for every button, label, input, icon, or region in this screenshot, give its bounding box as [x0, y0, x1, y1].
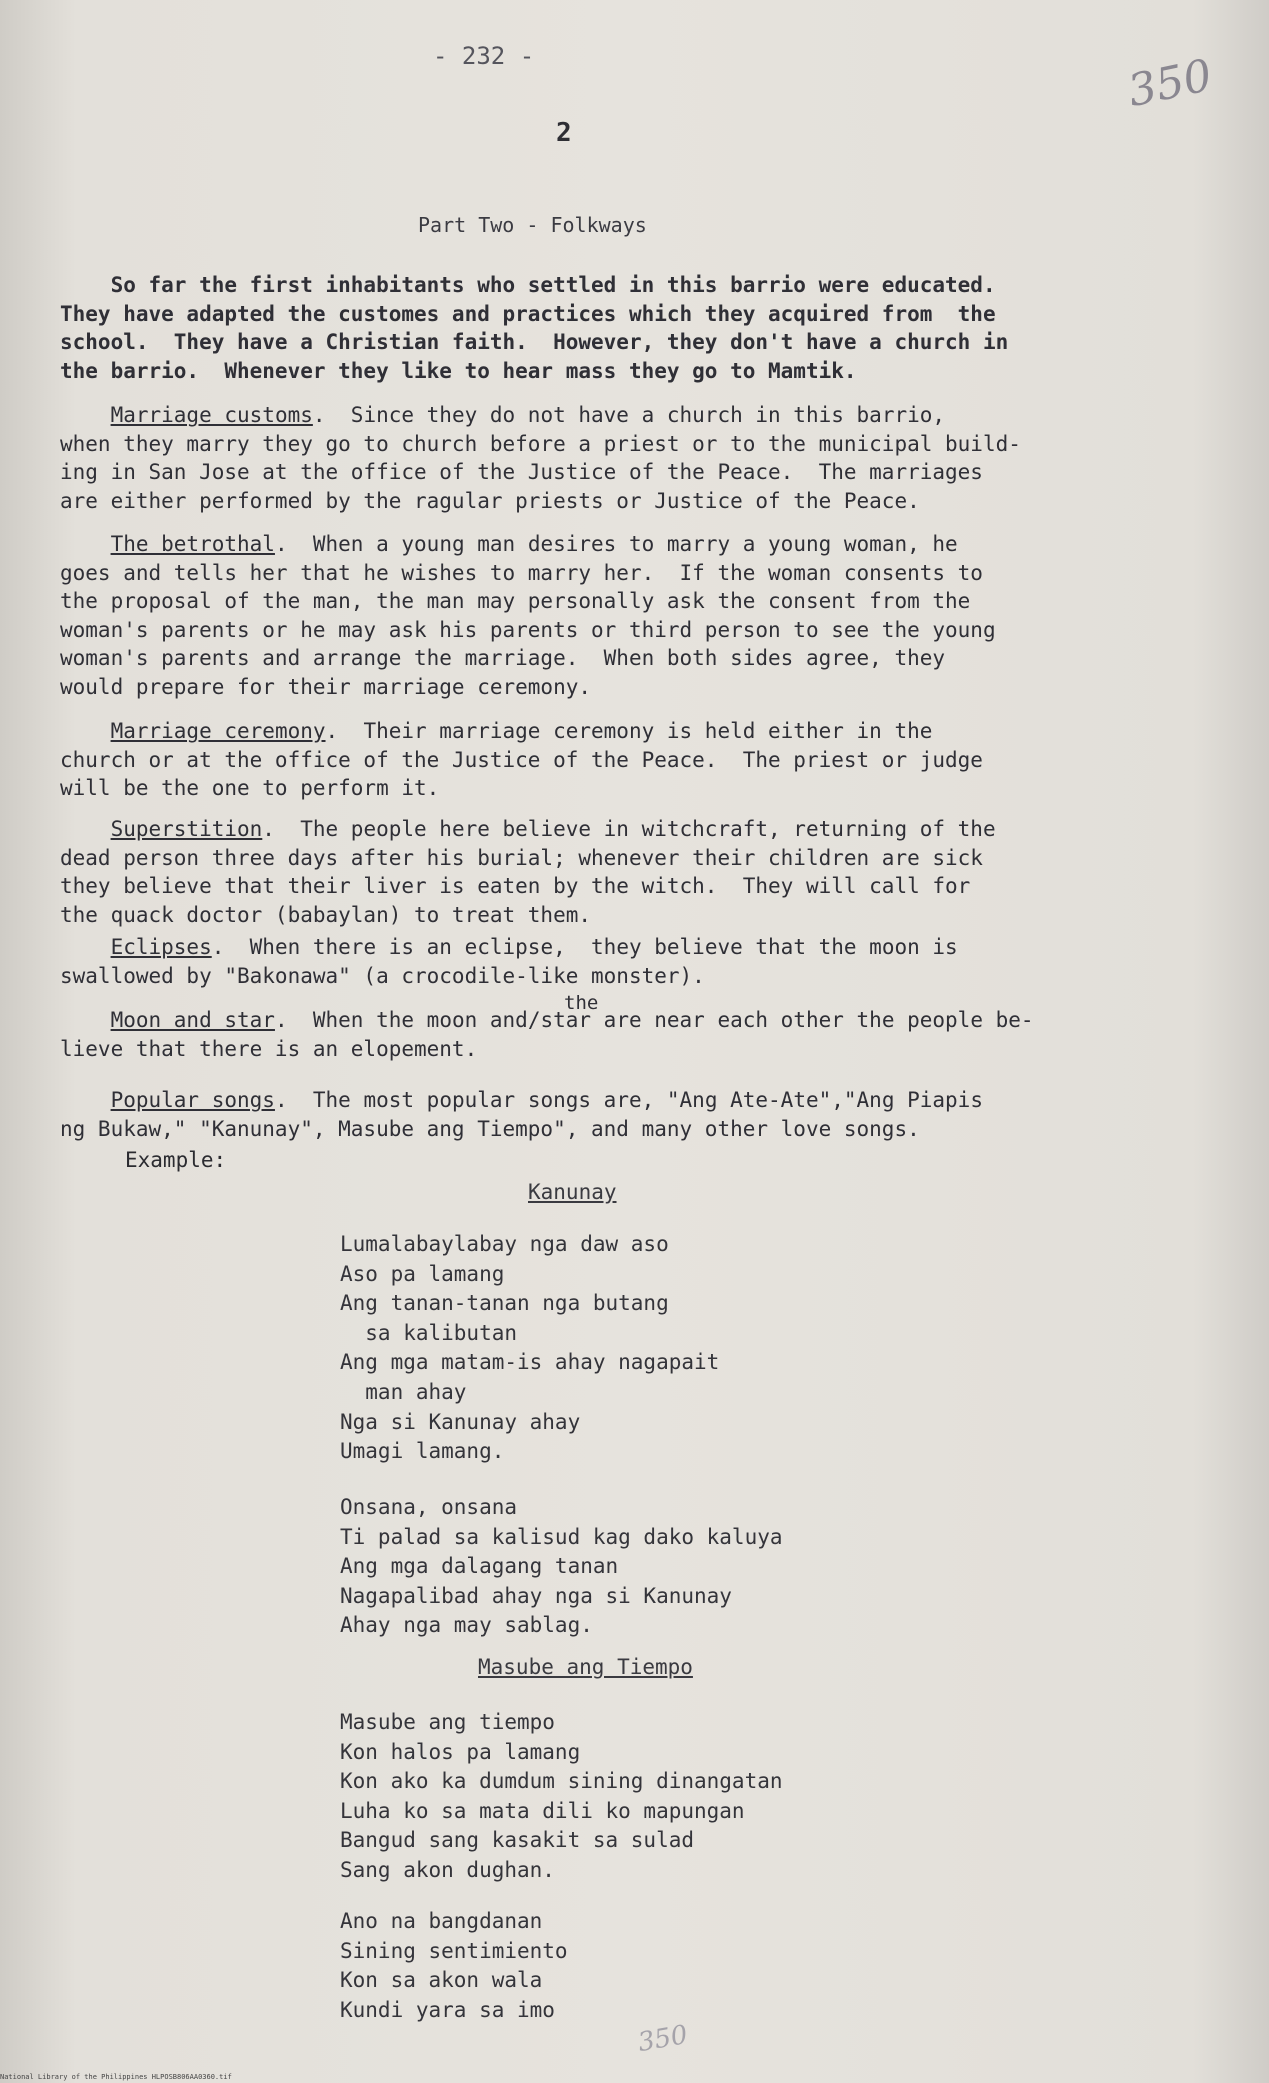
- paragraph-text: will be the one to perform it.: [60, 776, 440, 801]
- paragraph-line: [60, 774, 1140, 803]
- paragraph-line: [60, 530, 1140, 559]
- interlinear-insertion: the: [564, 992, 599, 1014]
- paragraph-line: [60, 933, 1140, 962]
- paragraph: [60, 717, 1140, 803]
- part-title: Part Two - Folkways: [418, 213, 647, 237]
- paragraph: [60, 271, 1140, 385]
- paragraph-text: woman's parents and arrange the marriage. When both sides agree, they: [60, 646, 946, 671]
- paragraph-line: [60, 815, 1140, 844]
- paragraph-line: [60, 430, 1140, 459]
- verse-line: Ti palad sa kalisud kag dako kaluya: [340, 1524, 783, 1549]
- paragraph-line: [60, 357, 1140, 386]
- section-heading: Marriage ceremony: [110, 719, 326, 743]
- paragraph-line: [60, 1006, 1140, 1035]
- page-number: 2: [556, 118, 572, 148]
- song-stanza: [340, 1708, 783, 1886]
- verse-line: Kundi yara sa imo: [340, 1997, 555, 2022]
- verse-line: man ahay: [340, 1379, 467, 1404]
- paragraph-text: . When the moon and/star are near each other the people be-: [274, 1008, 1034, 1032]
- verse-line: Ang tanan-tanan nga butang: [340, 1291, 669, 1316]
- verse-line: Aso pa lamang: [340, 1261, 505, 1286]
- song-stanza: [340, 1907, 568, 2025]
- footer-caption: National Library of the Philippines HLPOSB806AA0360.tif: [0, 2073, 232, 2081]
- song-title: Masube ang Tiempo: [478, 1655, 693, 1679]
- verse-line: Sang akon dughan.: [340, 1857, 555, 1882]
- paragraph-line: [60, 401, 1140, 430]
- paragraph-text: the quack doctor (babaylan) to treat them.: [60, 902, 592, 927]
- paragraph: [60, 1006, 1140, 1063]
- song-title: Kanunay: [528, 1180, 617, 1204]
- paragraph-text: dead person three days after his burial; whenever their children are sick: [60, 845, 983, 870]
- verse-line: Bangud sang kasakit sa sulad: [340, 1828, 695, 1853]
- paragraph-text: swallowed by "Bakonawa" (a crocodile-like monster).: [60, 963, 705, 988]
- paragraph-line: [60, 717, 1140, 746]
- paragraph-text: So far the first inhabitants who settled in this barrio were educated.: [60, 273, 996, 297]
- verse-line: Masube ang tiempo: [340, 1710, 555, 1734]
- paragraph-text: . When there is an eclipse, they believe that the moon is: [211, 935, 958, 959]
- paragraph-line: [60, 1035, 1140, 1064]
- song-stanza: [340, 1493, 783, 1641]
- song-stanza: [340, 1230, 719, 1467]
- verse-line: Ano na bangdanan: [340, 1909, 543, 1933]
- paragraph-line: [60, 844, 1140, 873]
- verse-line: Ang mga dalagang tanan: [340, 1554, 619, 1579]
- paragraph-text: . The people here believe in witchcraft, returning of the: [262, 817, 996, 841]
- verse-line: Nga si Kanunay ahay: [340, 1409, 581, 1434]
- paragraph-text: would prepare for their marriage ceremony.: [60, 674, 592, 699]
- handwritten-page-number: 350: [1123, 49, 1217, 118]
- paragraph-line: [60, 487, 1140, 516]
- paragraph-text: lieve that there is an elopement.: [60, 1036, 478, 1061]
- verse-line: Kon ako ka dumdum sining dinangatan: [340, 1769, 783, 1794]
- paragraph: [60, 401, 1140, 515]
- section-heading: Superstition: [110, 817, 263, 841]
- paragraph-line: [60, 1115, 1140, 1144]
- paragraph-line: [60, 901, 1140, 930]
- paragraph-text: They have adapted the customes and practices which they acquired from the: [60, 301, 996, 326]
- verse-line: Nagapalibad ahay nga si Kanunay: [340, 1583, 732, 1608]
- paragraph-text: . When a young man desires to marry a young woman, he: [274, 532, 958, 556]
- paragraph-text: . Since they do not have a church in this barrio,: [312, 403, 946, 427]
- paragraph-line: [60, 746, 1140, 775]
- verse-line: Sining sentimiento: [340, 1938, 568, 1963]
- paragraph: [60, 530, 1140, 702]
- verse-line: Ahay nga may sablag.: [340, 1613, 593, 1638]
- paragraph-line: [60, 644, 1140, 673]
- paragraph-text: when they marry they go to church before a priest or to the municipal build-: [60, 431, 1021, 456]
- section-heading: Eclipses: [110, 935, 212, 959]
- paragraph-text: goes and tells her that he wishes to marry her. If the woman consents to: [60, 560, 983, 585]
- paragraph-line: [60, 616, 1140, 645]
- paragraph-line: [60, 458, 1140, 487]
- paragraph: [60, 933, 1140, 990]
- paragraph-text: are either performed by the ragular priests or Justice of the Peace.: [60, 488, 920, 513]
- paragraph-text: ing in San Jose at the office of the Justice of the Peace. The marriages: [60, 460, 983, 485]
- paragraph-line: [60, 1086, 1140, 1115]
- paragraph-line: [60, 962, 1140, 991]
- section-heading: Moon and star: [110, 1008, 275, 1032]
- paragraph-text: church or at the office of the Justice of the Peace. The priest or judge: [60, 747, 983, 772]
- paragraph-text: . Their marriage ceremony is held either in the: [325, 719, 933, 743]
- paragraph-line: [60, 587, 1140, 616]
- section-heading: Popular songs: [110, 1088, 275, 1112]
- handwritten-number-bottom: 350: [635, 2019, 690, 2059]
- verse-line: Lumalabaylabay nga daw aso: [340, 1232, 669, 1256]
- paragraph-text: the proposal of the man, the man may personally ask the consent from the: [60, 589, 971, 614]
- paragraph-text: school. They have a Christian faith. However, they don't have a church in: [60, 330, 1009, 355]
- paragraph-text: they believe that their liver is eaten by the witch. They will call for: [60, 874, 971, 899]
- verse-line: Kon sa akon wala: [340, 1968, 543, 1993]
- paragraph-line: [60, 559, 1140, 588]
- paragraph: [60, 1086, 1140, 1143]
- paragraph-line: [60, 328, 1140, 357]
- paragraph-text: woman's parents or he may ask his parents or third person to see the young: [60, 617, 996, 642]
- section-heading: The betrothal: [110, 532, 275, 556]
- verse-line: Umagi lamang.: [340, 1439, 505, 1464]
- paragraph-line: [60, 673, 1140, 702]
- paragraph-line: [60, 271, 1140, 300]
- paragraph: [60, 815, 1140, 929]
- paragraph-line: [60, 872, 1140, 901]
- paragraph-text: . The most popular songs are, "Ang Ate-Ate","Ang Piapis: [274, 1088, 983, 1112]
- example-label: Example:: [125, 1148, 227, 1172]
- verse-line: Ang mga matam-is ahay nagapait: [340, 1350, 720, 1375]
- verse-line: Luha ko sa mata dili ko mapungan: [340, 1798, 745, 1823]
- paragraph-line: [60, 300, 1140, 329]
- verse-line: Onsana, onsana: [340, 1495, 518, 1519]
- paragraph-text: the barrio. Whenever they like to hear mass they go to Mamtik.: [60, 358, 857, 383]
- section-heading: Marriage customs: [110, 403, 313, 427]
- page-number-top: - 232 -: [433, 42, 535, 70]
- verse-line: sa kalibutan: [340, 1320, 518, 1345]
- verse-line: Kon halos pa lamang: [340, 1739, 581, 1764]
- paragraph-text: ng Bukaw," "Kanunay", Masube ang Tiempo", and many other love songs.: [60, 1116, 920, 1141]
